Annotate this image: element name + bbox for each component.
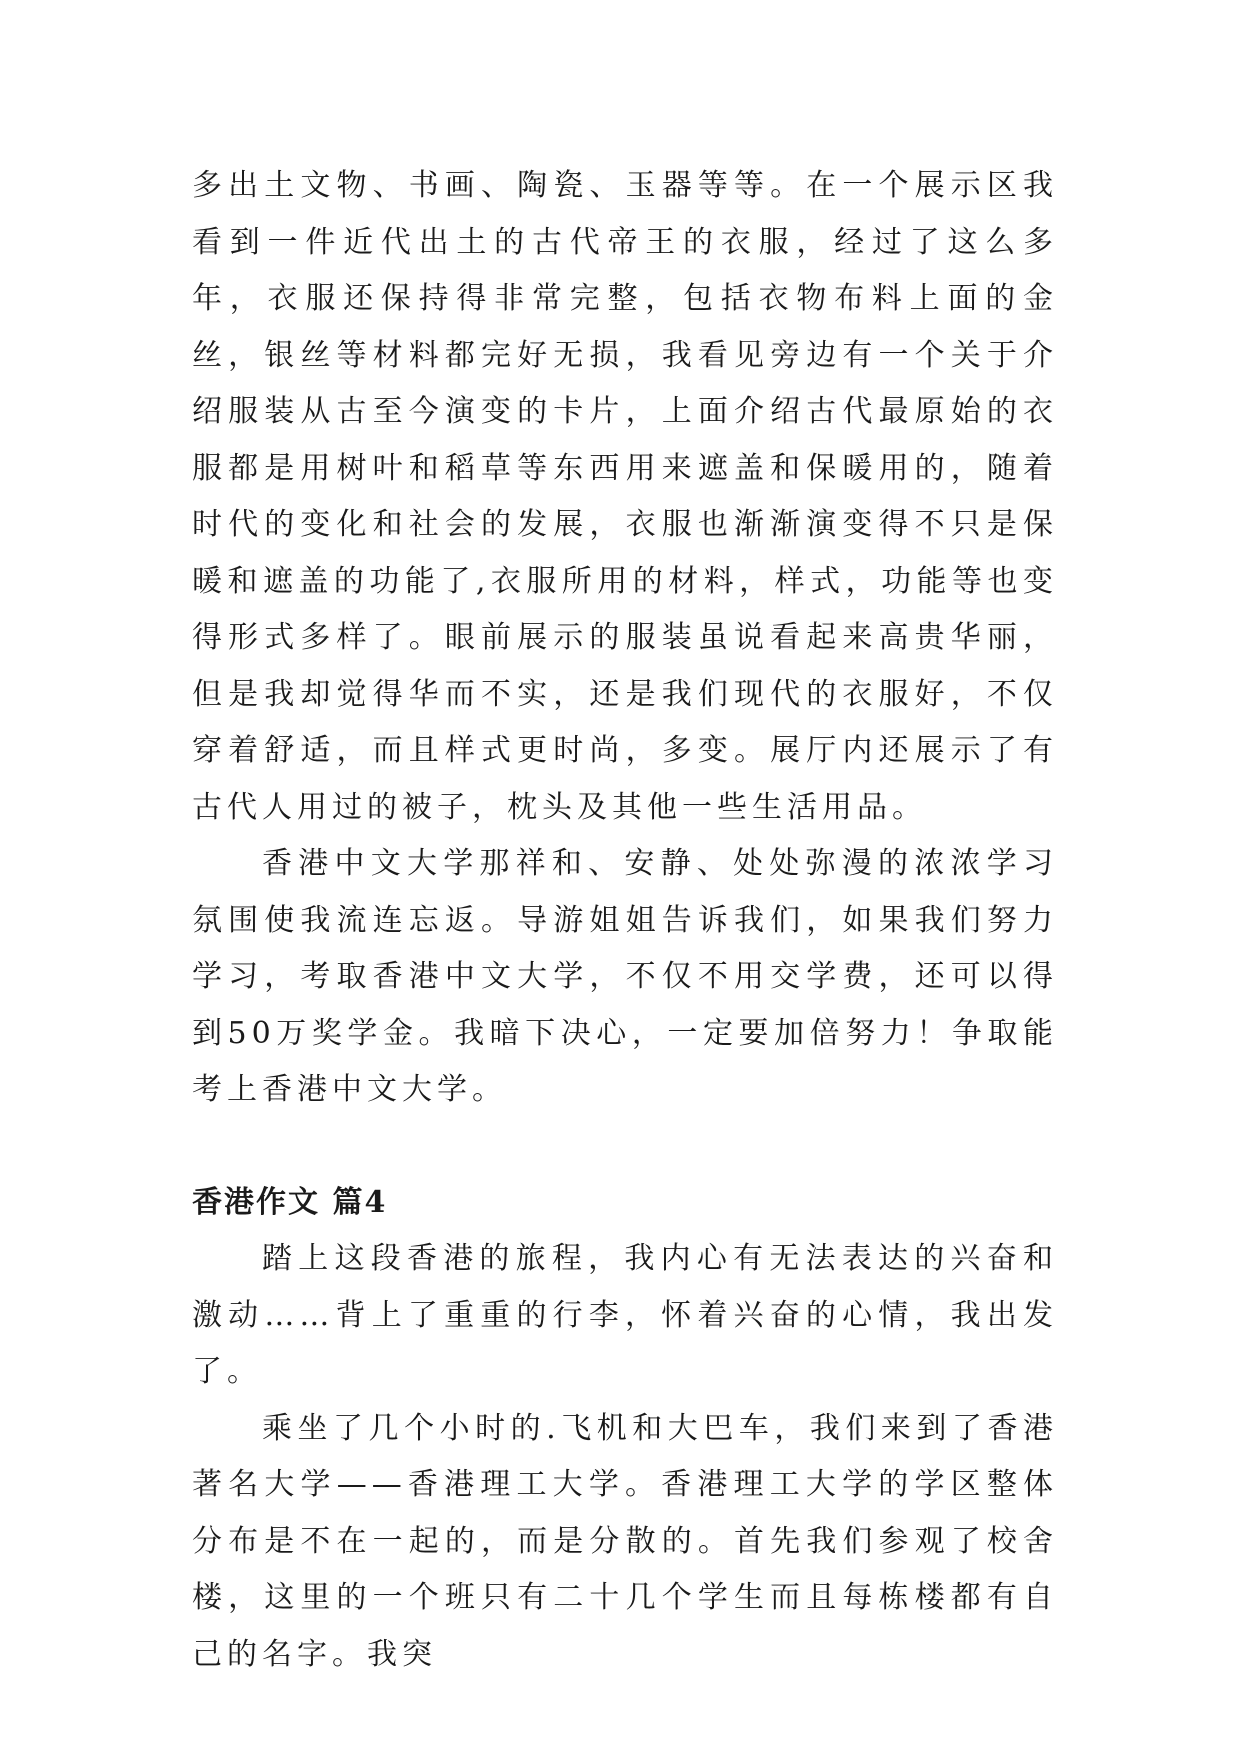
paragraph-journey-start: 踏上这段香港的旅程，我内心有无法表达的兴奋和激动……背上了重重的行李，怀着兴奋的心情，我出发了。 xyxy=(192,1241,1058,1389)
paragraph-museum-clothing: 多出土文物、书画、陶瓷、玉器等等。在一个展示区我看到一件近代出土的古代帝王的衣服，经过了这么多年，衣服还保持得非常完整，包括衣物布料上面的金丝，银丝等材料都完好无损，我看见旁边有一个关于介绍服装从古至今演变的卡片，上面介绍古代最原始的衣服都是用树叶和稻草等东西用来遮盖和保暖用的，随着时代的变化和社会的发展，衣服也渐渐演变得不只是保暖和遮盖的功能了,衣服所用的材料，样式，功能等也变得形式多样了。眼前展示的服装虽说看起来高贵华丽，但是我却觉得华而不实，还是我们现代的衣服好，不仅穿着舒适，而且样式更时尚，多变。展厅内还展示了有古代人用过的被子，枕头及其他一些生活用品。 xyxy=(192,168,1058,825)
document-body xyxy=(192,158,1058,1683)
paragraph-polyu: 乘坐了几个小时的.飞机和大巴车，我们来到了香港著名大学——香港理工大学。香港理工大学的学区整体分布是不在一起的，而是分散的。首先我们参观了校舍楼，这里的一个班只有二十几个学生而且每栋楼都有自己的名字。我突 xyxy=(192,1410,1058,1672)
section-heading: 香港作文 篇4 xyxy=(192,1184,388,1220)
paragraph-cuhk: 香港中文大学那祥和、安静、处处弥漫的浓浓学习氛围使我流连忘返。导游姐姐告诉我们，如果我们努力学习，考取香港中文大学，不仅不用交学费，还可以得到50万奖学金。我暗下决心，一定要加倍努力！争取能考上香港中文大学。 xyxy=(192,846,1058,1107)
